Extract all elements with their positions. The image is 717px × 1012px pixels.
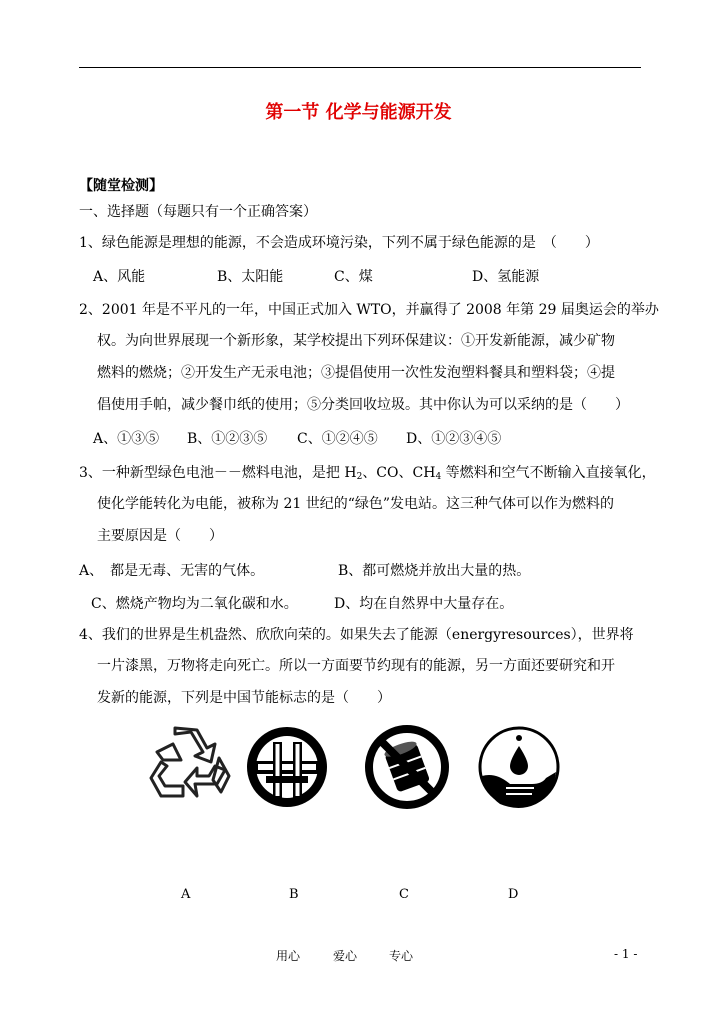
question-2-line-4: 倡使用手帕，减少餐巾纸的使用；⑤分类回收垃圾。其中你认为可以采纳的是（ ）	[97, 397, 629, 413]
logo-caption-b: B	[289, 887, 299, 902]
question-3-line-1: 3、一种新型绿色电池－－燃料电池，是把 $H_2$、CO、$CH_4$ 等燃料和空气不断输入直接氧化，	[79, 465, 656, 482]
question-4-line-2: 一片漆黑，万物将走向死亡。所以一方面要节约现有的能源，另一方面还要研究和开	[97, 658, 615, 674]
header-rule	[79, 67, 641, 68]
question-2-line-3: 燃料的燃烧；②开发生产无汞电池；③提倡使用一次性发泡塑料餐具和塑料袋；④提	[97, 365, 615, 381]
water-drop-hand-icon	[476, 724, 562, 810]
page-number: - 1 -	[614, 947, 638, 961]
section-heading: 【随堂检测】	[79, 178, 163, 194]
question-4-line-1: 4、我们的世界是生机盎然、欣欣向荣的。如果失去了能源（energyresources），世界将	[79, 627, 634, 643]
question-3-line-2: 使化学能转化为电能，被称为 21 世纪的“绿色”发电站。这三种气体可以作为燃料的	[97, 496, 615, 512]
q2-option-a: A、①③⑤	[93, 431, 160, 447]
footer-item-2: 爱心	[333, 949, 358, 963]
q3-option-d: D、均在自然界中大量存在。	[334, 596, 514, 612]
question-2-line-2: 权。为向世界展现一个新形象，某学校提出下列环保建议：①开发新能源，减少矿物	[97, 333, 615, 349]
logo-caption-a: A	[181, 887, 191, 902]
q1-option-a: A、风能	[93, 269, 146, 285]
q3-option-c: C、燃烧产物均为二氧化碳和水。	[91, 596, 298, 612]
footer-item-3: 专心	[389, 949, 414, 963]
question-3-line-3: 主要原因是（ ）	[97, 528, 223, 544]
page-title: 第一节 化学与能源开发	[265, 102, 452, 123]
q2-option-b: B、①②③⑤	[187, 431, 268, 447]
logo-caption-c: C	[399, 887, 409, 902]
q1-option-c: C、煤	[334, 269, 373, 285]
q3-option-a: A、 都是无毒、无害的气体。	[79, 563, 265, 579]
q2-option-d: D、①②③④⑤	[406, 431, 502, 447]
question-1-stem: 1、绿色能源是理想的能源，不会造成环境污染，下列不属于绿色能源的是 （ ）	[79, 235, 599, 251]
q2-option-c: C、①②④⑤	[297, 431, 378, 447]
logo-caption-d: D	[508, 887, 519, 902]
energy-saving-mark-icon	[244, 724, 330, 810]
question-4-line-3: 发新的能源，下列是中国节能标志的是（ ）	[97, 690, 391, 706]
part-heading: 一、选择题（每题只有一个正确答案）	[79, 204, 317, 220]
footer-item-1: 用心	[276, 949, 301, 963]
q1-option-b: B、太阳能	[217, 269, 284, 285]
q3-option-b: B、都可燃烧并放出大量的热。	[338, 563, 531, 579]
recycle-icon	[145, 722, 233, 810]
q1-option-d: D、氢能源	[472, 269, 540, 285]
question-2-line-1: 2、2001 年是不平凡的一年，中国正式加入 WTO，并赢得了 2008 年第 29 届奥运会的举办	[79, 302, 659, 318]
no-oil-barrel-icon	[364, 724, 450, 810]
